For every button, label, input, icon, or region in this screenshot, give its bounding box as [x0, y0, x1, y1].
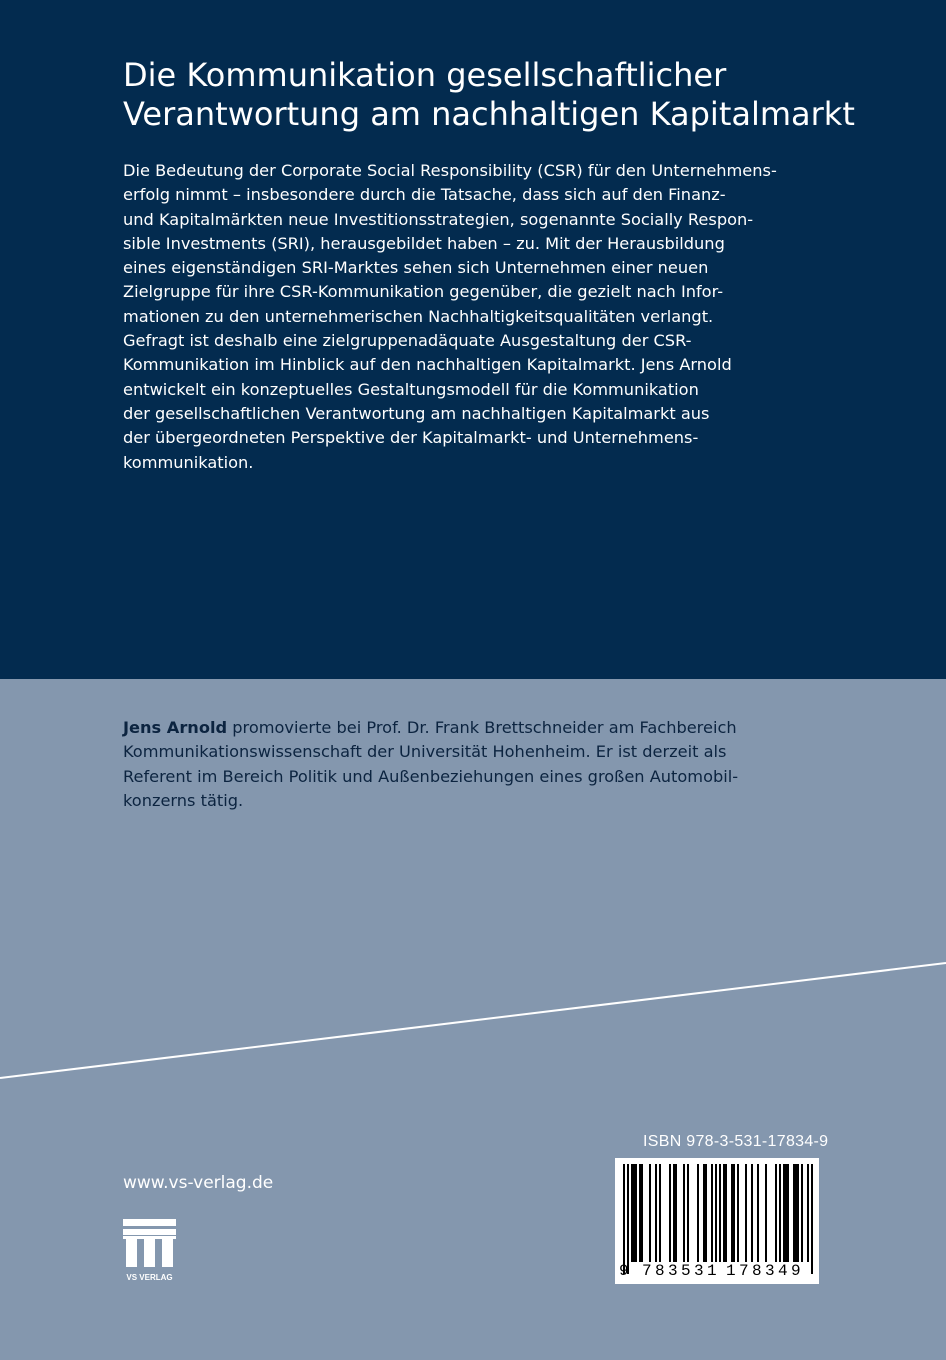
blurb-line: sible Investments (SRI), herausgebildet haben – zu. Mit der Herausbildung [123, 233, 725, 253]
barcode-bar [655, 1164, 657, 1262]
title-line: Verantwortung am nachhaltigen Kapitalmarkt [123, 95, 855, 133]
publisher-website-link[interactable]: www.vs-verlag.de [123, 1173, 274, 1193]
bio-line: Kommunikationswissenschaft der Universität Hohenheim. Er ist derzeit als [123, 742, 727, 762]
barcode-bar [687, 1164, 689, 1262]
blurb-line: entwickelt ein konzeptuelles Gestaltungsmodell für die Kommunikation [123, 379, 699, 399]
blurb-line: Gefragt ist deshalb eine zielgruppenadäquate Ausgestaltung der CSR- [123, 331, 692, 351]
barcode-bar [733, 1164, 735, 1262]
barcode-bar [765, 1164, 767, 1262]
barcode-guard-bar [807, 1164, 809, 1274]
book-title [123, 56, 903, 134]
bio-line [123, 716, 843, 740]
author-bio [123, 716, 843, 813]
barcode-bar [723, 1164, 725, 1262]
blurb-line: mationen zu den unternehmerischen Nachhaltigkeitsqualitäten verlangt. [123, 306, 714, 326]
barcode-bar [801, 1164, 803, 1262]
barcode-bar [795, 1164, 797, 1262]
barcode-guard-bar [623, 1164, 625, 1274]
barcode-bar [745, 1164, 747, 1262]
barcode-first-digit: 9 [619, 1262, 629, 1280]
barcode-guard-bar [627, 1164, 629, 1274]
barcode-bar [783, 1164, 785, 1262]
barcode-bar [711, 1164, 713, 1262]
vs-verlag-logo [123, 1219, 176, 1283]
barcode-bar [779, 1164, 781, 1262]
barcode-bar [641, 1164, 643, 1262]
barcode-bar [633, 1164, 635, 1262]
barcode-bar [787, 1164, 789, 1262]
barcode-bar [725, 1164, 727, 1262]
barcode-bar [683, 1164, 685, 1262]
barcode-bar [639, 1164, 641, 1262]
isbn-label: ISBN 978-3-531-17834-9 [643, 1133, 829, 1150]
logo-wordmark: VS VERLAG [126, 1273, 173, 1282]
title-line: Die Kommunikation gesellschaftlicher [123, 56, 727, 94]
barcode-bar [785, 1164, 787, 1262]
barcode-right-digits: 178349 [726, 1262, 810, 1280]
blurb-line: Kommunikation im Hinblick auf den nachhaltigen Kapitalmarkt. Jens Arnold [123, 355, 732, 375]
isbn-barcode [615, 1158, 819, 1284]
barcode-bar [751, 1164, 753, 1262]
barcode-guard-bar [811, 1164, 813, 1274]
blurb-line: und Kapitalmärkten neue Investitionsstrategien, sogenannte Socially Respon- [123, 209, 754, 229]
barcode-bar [631, 1164, 633, 1262]
barcode-bar [635, 1164, 637, 1262]
blurb-line: der übergeordneten Perspektive der Kapitalmarkt- und Unternehmens- [123, 428, 699, 448]
barcode-bar [703, 1164, 705, 1262]
barcode-bar [775, 1164, 777, 1262]
barcode-bar [659, 1164, 661, 1262]
barcode-bar [697, 1164, 699, 1262]
book-blurb [123, 159, 843, 475]
blurb-line: erfolg nimmt – insbesondere durch die Tatsache, dass sich auf den Finanz- [123, 185, 726, 205]
blurb-line: der gesellschaftlichen Verantwortung am nachhaltigen Kapitalmarkt aus [123, 403, 710, 423]
barcode-bar [731, 1164, 733, 1262]
barcode-bar [757, 1164, 759, 1262]
barcode-bar [797, 1164, 799, 1262]
barcode-bar [673, 1164, 675, 1262]
barcode-guard-bar [719, 1164, 721, 1274]
blurb-line: Die Bedeutung der Corporate Social Responsibility (CSR) für den Unternehmens- [123, 161, 777, 180]
barcode-guard-bar [715, 1164, 717, 1274]
barcode-bar [649, 1164, 651, 1262]
barcode-bar [705, 1164, 707, 1262]
bio-first-line-text: promovierte bei Prof. Dr. Frank Brettschneider am Fachbereich [227, 718, 737, 737]
author-name: Jens Arnold [123, 718, 228, 737]
barcode-left-digits: 783531 [642, 1262, 721, 1280]
blurb-line: Zielgruppe für ihre CSR-Kommunikation gegenüber, die gezielt nach Infor- [123, 282, 724, 302]
blurb-line: kommunikation. [123, 452, 254, 472]
barcode-bar [675, 1164, 677, 1262]
bio-line: Referent im Bereich Politik und Außenbeziehungen eines großen Automobil- [123, 766, 739, 786]
blurb-line: eines eigenständigen SRI-Marktes sehen sich Unternehmen einer neuen [123, 258, 709, 278]
barcode-bar [793, 1164, 795, 1262]
barcode-bar [669, 1164, 671, 1262]
barcode-bar [737, 1164, 739, 1262]
bio-line: konzerns tätig. [123, 790, 244, 810]
